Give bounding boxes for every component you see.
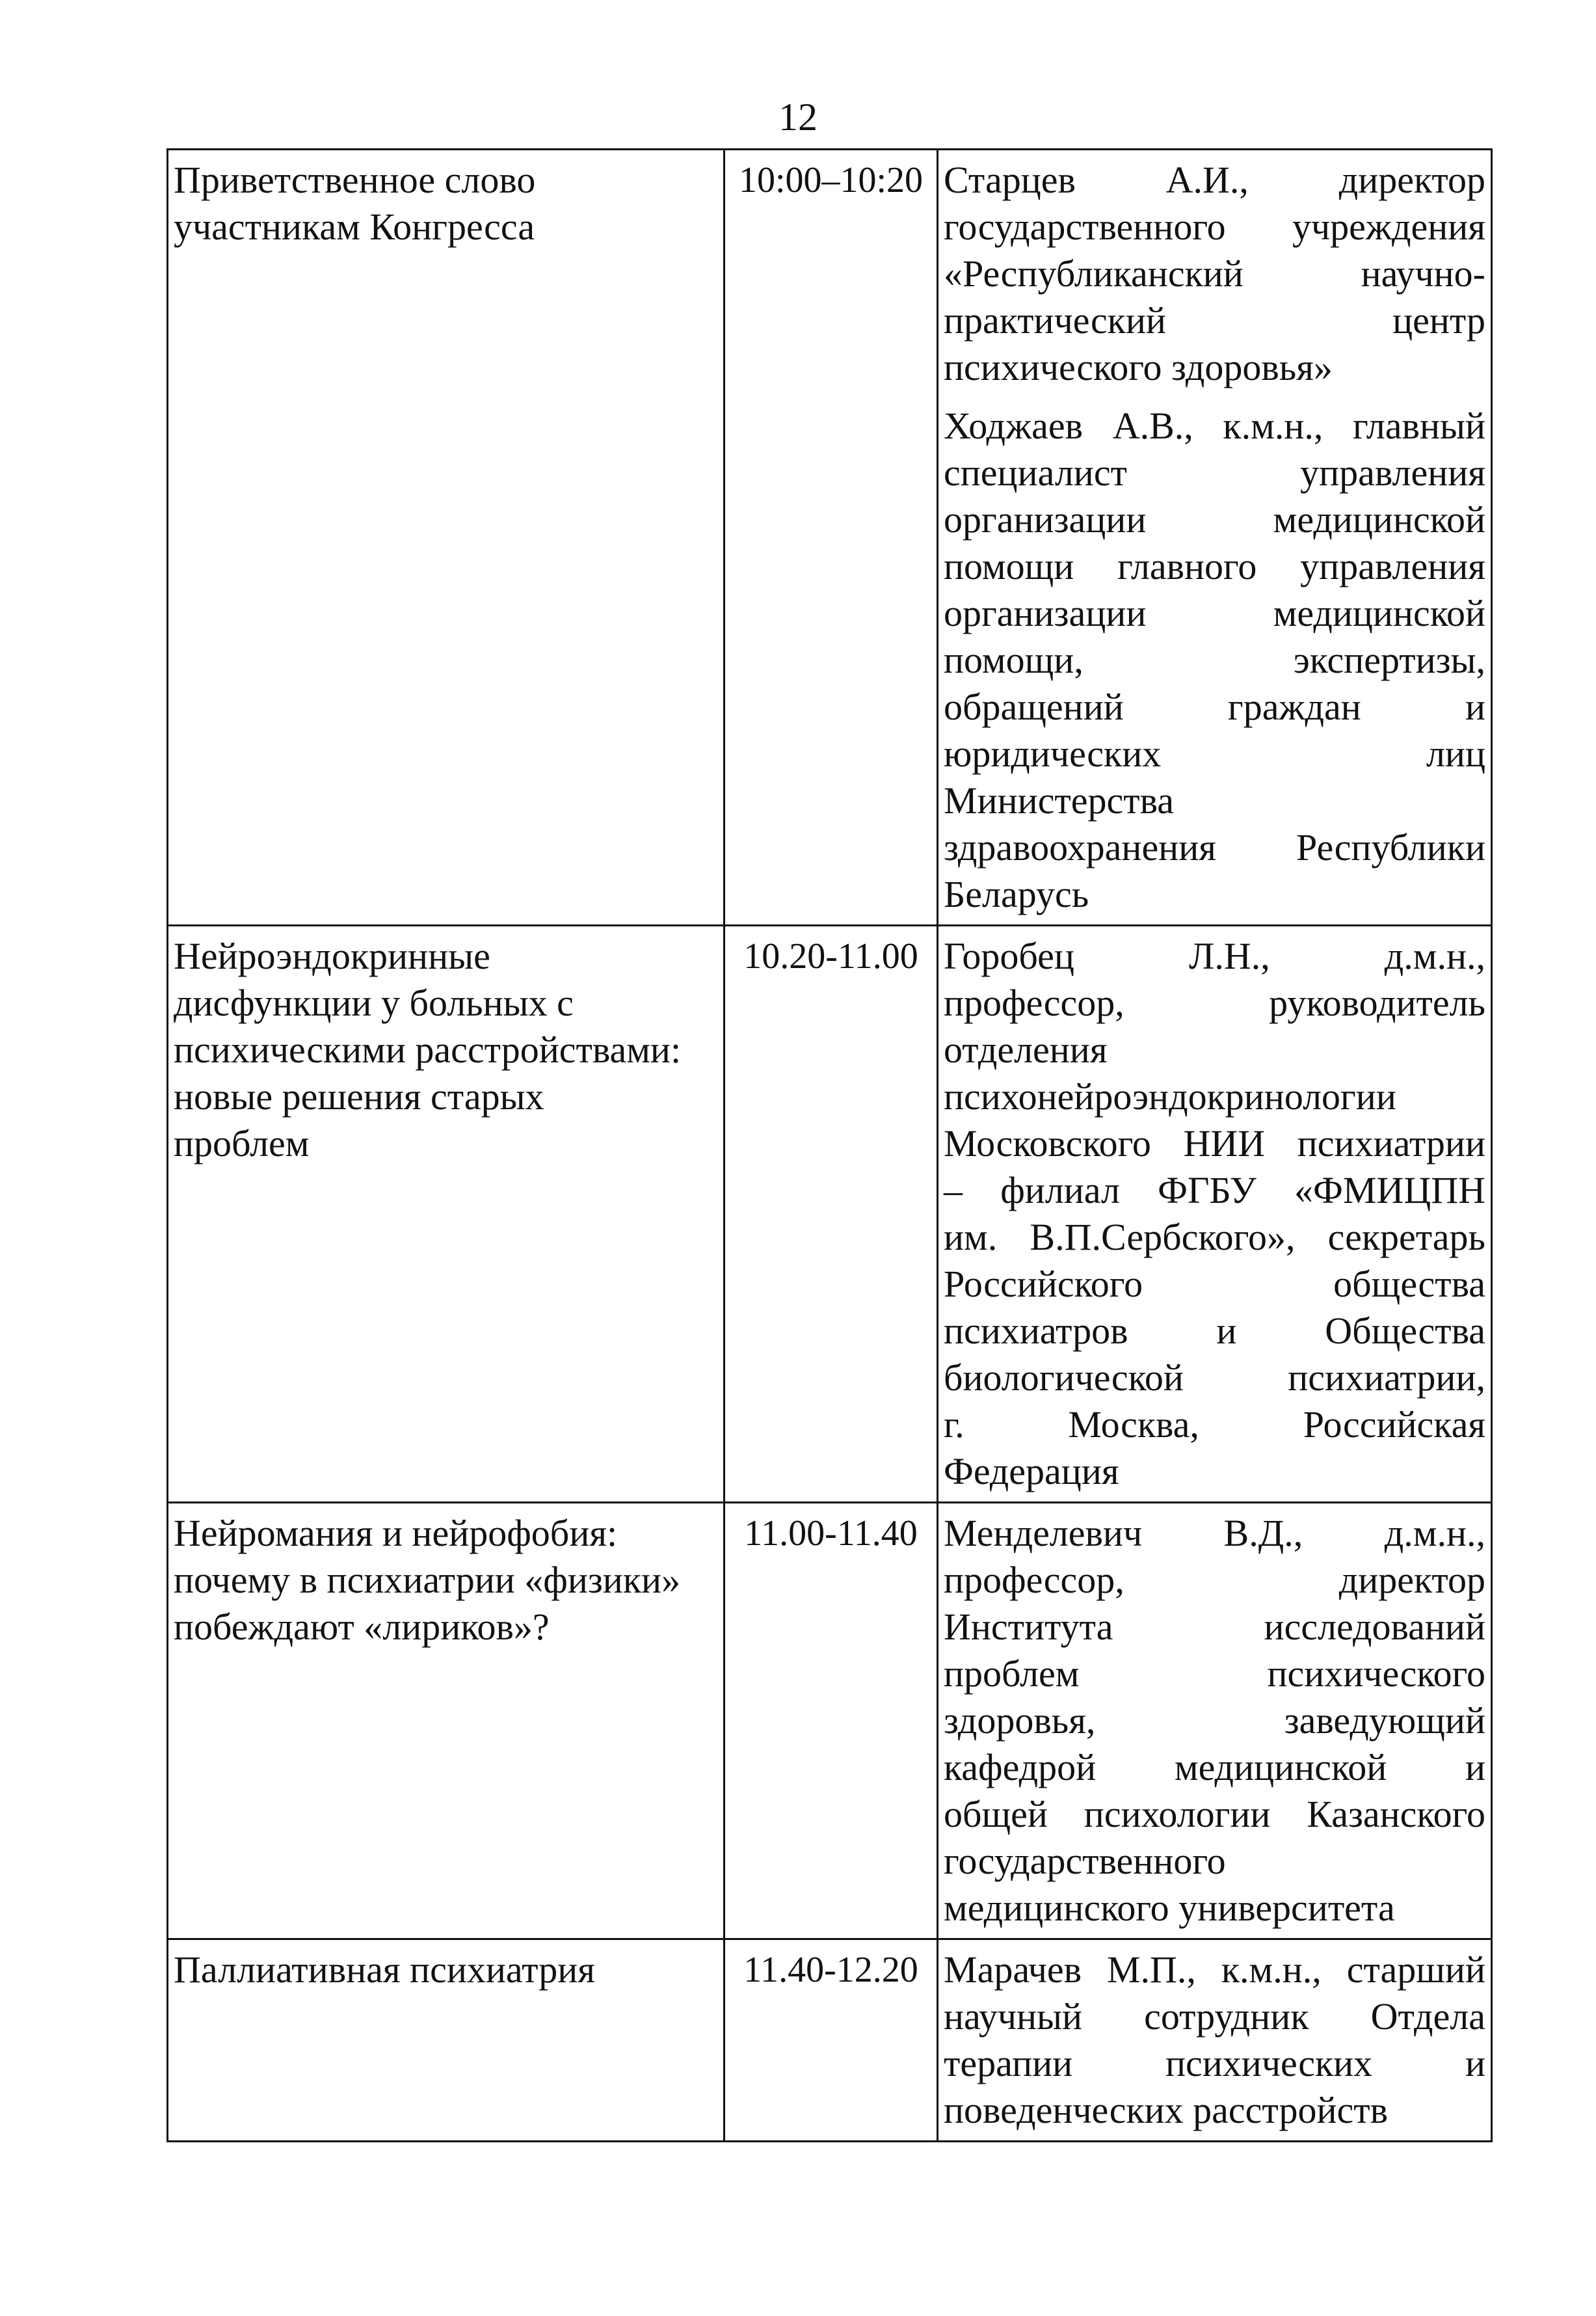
table-row: [168, 1503, 1492, 1939]
speaker-line: им. В.П.Сербского», секретарь: [944, 1216, 1485, 1258]
speaker-line: помощи, экспертизы,: [944, 639, 1485, 681]
speaker-line: юридических лиц: [944, 733, 1485, 775]
speaker-line: психонейроэндокринологии: [944, 1075, 1396, 1118]
speaker-line: Российского общества: [944, 1263, 1485, 1305]
program-table: [166, 148, 1493, 2142]
speaker-line: научный сотрудник Отдела: [944, 1995, 1485, 2038]
speaker-line: Московского НИИ психиатрии: [944, 1122, 1485, 1165]
speaker-line: практический центр: [944, 299, 1485, 342]
speaker-line: психиатров и Общества: [944, 1310, 1485, 1352]
speaker-line: кафедрой медицинской и: [944, 1746, 1485, 1788]
speaker-cell: [938, 1939, 1492, 2142]
speaker-line: общей психологии Казанского: [944, 1793, 1485, 1835]
speaker-block: [944, 933, 1485, 1495]
speaker-line: биологической психиатрии,: [944, 1356, 1485, 1399]
speaker-line: специалист управления: [944, 451, 1485, 494]
time-cell: 10.20-11.00: [725, 926, 938, 1503]
speaker-line: организации медицинской: [944, 592, 1485, 634]
speaker-line: государственного: [944, 1840, 1226, 1882]
page-number: 12: [778, 96, 818, 139]
topic-line: новые решения старых: [174, 1075, 544, 1118]
speaker-line: г. Москва, Российская: [944, 1403, 1485, 1446]
speaker-line: отделения: [944, 1029, 1108, 1071]
speaker-line: «Республиканский научно-: [944, 252, 1485, 295]
topic-line: дисфункции у больных с: [174, 982, 574, 1024]
table-row: [168, 1939, 1492, 2142]
speaker-line: обращений граждан и: [944, 686, 1485, 728]
speaker-line: Института исследований: [944, 1606, 1485, 1648]
topic-line: Приветственное слово: [174, 159, 536, 201]
speaker-cell: [938, 150, 1492, 926]
program-table-body: [168, 150, 1492, 2142]
speaker-cell: [938, 926, 1492, 1503]
table-row: [168, 926, 1492, 1503]
speaker-line: психического здоровья»: [944, 346, 1333, 388]
speaker-line: – филиал ФГБУ «ФМИЦПН: [944, 1169, 1485, 1211]
speaker-line: профессор, руководитель: [944, 982, 1485, 1024]
topic-line: побеждают «лириков»?: [174, 1606, 550, 1648]
speaker-line: Старцев А.И., директор: [944, 159, 1485, 201]
speaker-line: Ходжаев А.В., к.м.н., главный: [944, 405, 1485, 447]
time-cell: 10:00–10:20: [725, 150, 938, 926]
speaker-line: здравоохранения Республики: [944, 826, 1485, 868]
speaker-cell: [938, 1503, 1492, 1939]
speaker-line: профессор, директор: [944, 1559, 1485, 1601]
topic-line: почему в психиатрии «физики»: [174, 1559, 681, 1601]
speaker-line: Министерства: [944, 779, 1174, 822]
speaker-line: Горобец Л.Н., д.м.н.,: [944, 935, 1485, 977]
speaker-block: [944, 1946, 1485, 2134]
topic-line: участникам Конгресса: [174, 206, 535, 248]
speaker-line: государственного учреждения: [944, 206, 1485, 248]
table-row: [168, 150, 1492, 926]
speaker-line: Федерация: [944, 1450, 1119, 1492]
topic-cell: [168, 926, 725, 1503]
speaker-line: медицинского университета: [944, 1887, 1395, 1929]
speaker-line: Марачев М.П., к.м.н., старший: [944, 1948, 1485, 1991]
topic-line: Нейроэндокринные: [174, 935, 490, 977]
topic-line: психическими расстройствами:: [174, 1029, 682, 1071]
speaker-line: поведенческих расстройств: [944, 2089, 1388, 2131]
speaker-line: проблем психического: [944, 1652, 1485, 1695]
speaker-line: Менделевич В.Д., д.м.н.,: [944, 1512, 1485, 1554]
speaker-block: [944, 1510, 1485, 1932]
topic-cell: [168, 150, 725, 926]
speaker-line: Беларусь: [944, 873, 1089, 915]
speaker-line: терапии психических и: [944, 2042, 1485, 2084]
speaker-block: [944, 403, 1485, 918]
speaker-block: [944, 157, 1485, 391]
speaker-line: помощи главного управления: [944, 545, 1485, 587]
time-cell: 11.00-11.40: [725, 1503, 938, 1939]
topic-line: Паллиативная психиатрия: [174, 1948, 595, 1991]
speaker-line: организации медицинской: [944, 498, 1485, 541]
topic-cell: [168, 1939, 725, 2142]
topic-line: проблем: [174, 1122, 310, 1165]
topic-cell: [168, 1503, 725, 1939]
topic-line: Нейромания и нейрофобия:: [174, 1512, 618, 1554]
time-cell: 11.40-12.20: [725, 1939, 938, 2142]
speaker-line: здоровья, заведующий: [944, 1699, 1485, 1742]
